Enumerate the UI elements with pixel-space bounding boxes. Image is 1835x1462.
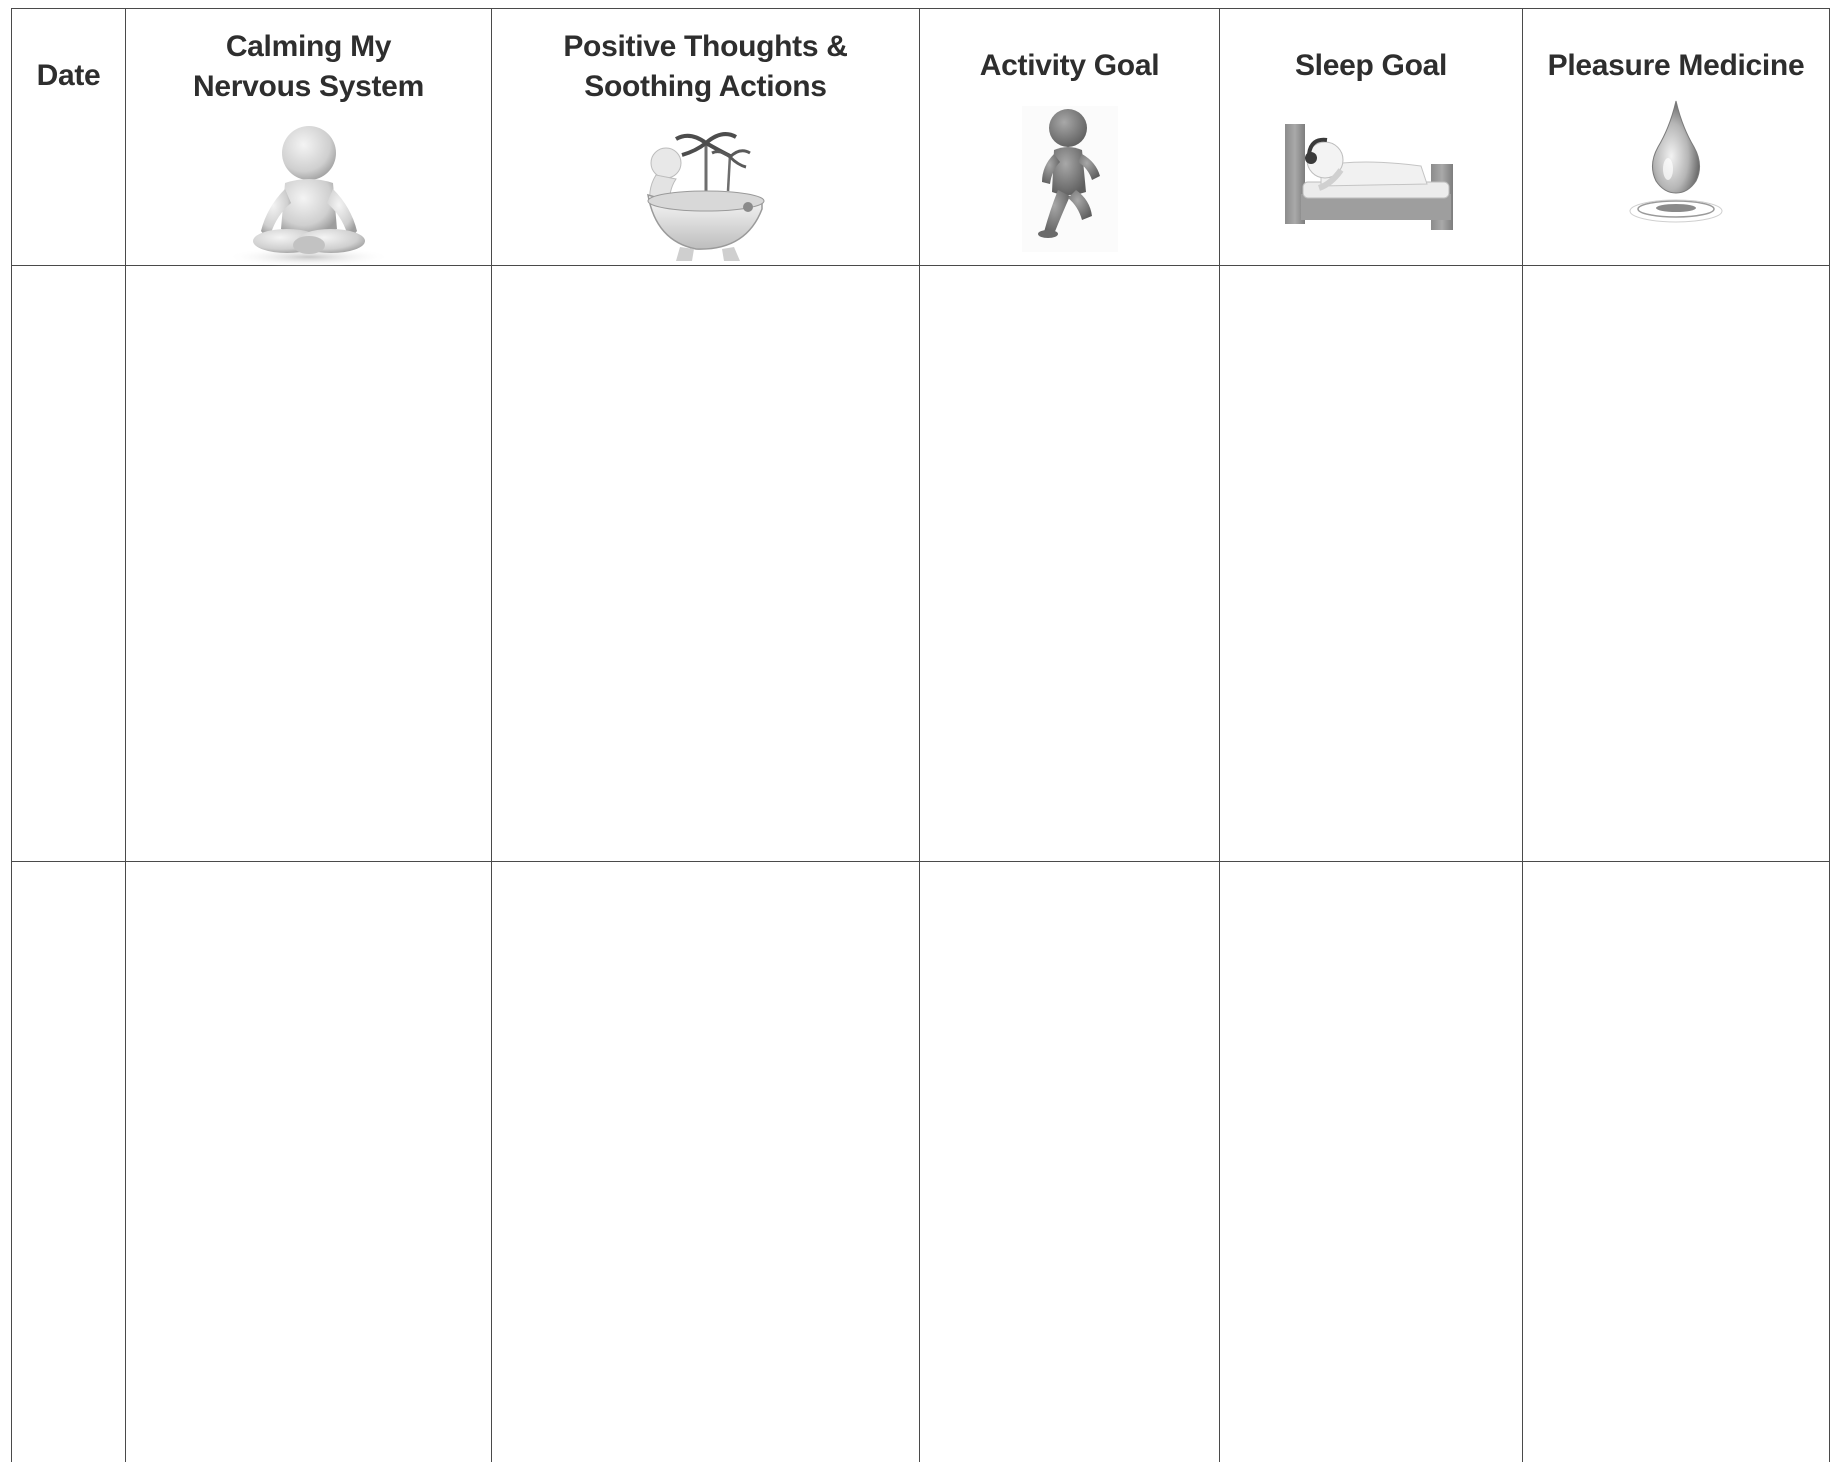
tracker-table [11, 8, 1830, 1462]
column-header-positive-thoughts [492, 9, 920, 266]
meditating-figure-icon [219, 119, 399, 269]
column-header-pleasure-medicine [1523, 9, 1830, 266]
column-header-label: Positive Thoughts & Soothing Actions [492, 27, 919, 107]
activity-goal-cell[interactable] [920, 862, 1220, 1462]
date-cell[interactable] [12, 266, 126, 862]
column-header-label: Date [12, 56, 125, 96]
date-cell[interactable] [12, 862, 126, 1462]
pleasure-medicine-cell[interactable] [1523, 862, 1830, 1462]
column-header-calming [126, 9, 492, 266]
activity-goal-cell[interactable] [920, 266, 1220, 862]
pleasure-medicine-cell[interactable] [1523, 266, 1830, 862]
water-drop-icon [1626, 97, 1726, 227]
table-row [12, 862, 1830, 1462]
column-header-label: Sleep Goal [1220, 46, 1522, 86]
sleeping-figure-in-bed-icon [1281, 114, 1461, 239]
sleep-goal-cell[interactable] [1220, 862, 1523, 1462]
running-figure-icon [1020, 104, 1120, 254]
header-row [12, 9, 1830, 266]
table-row [12, 266, 1830, 862]
column-header-sleep-goal [1220, 9, 1523, 266]
figure-in-bathtub-icon [636, 121, 776, 266]
calming-cell[interactable] [126, 862, 492, 1462]
column-header-date [12, 9, 126, 266]
column-header-activity-goal [920, 9, 1220, 266]
column-header-label: Activity Goal [920, 46, 1219, 86]
column-header-label: Pleasure Medicine [1523, 46, 1829, 86]
calming-cell[interactable] [126, 266, 492, 862]
positive-thoughts-cell[interactable] [492, 862, 920, 1462]
positive-thoughts-cell[interactable] [492, 266, 920, 862]
column-header-label: Calming My Nervous System [126, 27, 491, 107]
sleep-goal-cell[interactable] [1220, 266, 1523, 862]
